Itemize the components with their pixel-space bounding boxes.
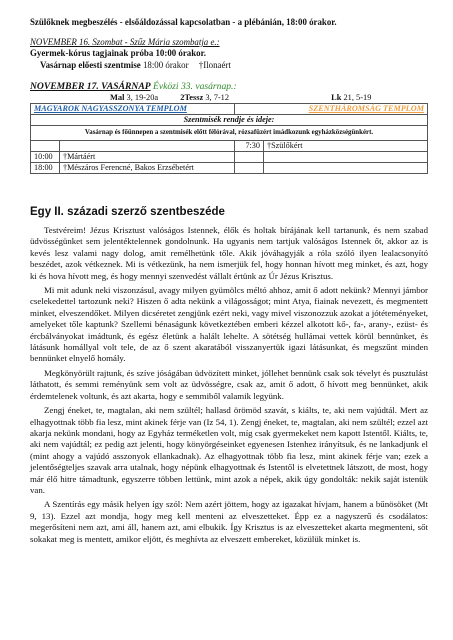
- church-left-name: MAGYAROK NAGYASSZONYA TEMPLOM: [31, 104, 235, 115]
- time-left: 10:00: [31, 152, 60, 163]
- table-row: [31, 163, 428, 174]
- article-paragraph: Megkönyörült rajtunk, és szíve jóságában üdvözített minket, jóllehet bennünk csak sok tévelyt és pusztulást láthatott, és semmi reményünk sem volt az üdvösségre, csak az, amit ő adott, ő hívott meg bennünket, akik érdemtelenek voltunk, és azt akarta, hogy e semmiből valamik legyünk.: [30, 367, 428, 401]
- rosary-note: Vasárnap és főünnepen a szentmisék előtt félórával, rózsafüzért imádkozunk egyházközségünkért.: [31, 126, 428, 141]
- article-body: [30, 225, 428, 548]
- time-right: [235, 163, 264, 174]
- church-right-name: SZENTHÁROMSÁG TEMPLOM: [235, 104, 428, 115]
- nov17-date: NOVEMBER 17. VASÁRNAP: [30, 81, 151, 92]
- reading-first-ref: 3, 19-20a: [126, 93, 159, 102]
- reading-first-label: Mal: [110, 93, 125, 102]
- time-left: 18:00: [31, 163, 60, 174]
- mass-order-title: Szentmisék rendje és ideje:: [31, 115, 428, 126]
- article-paragraph: Mi mit adunk neki viszonzásul, avagy milyen gyümölcs méltó ahhoz, amit ő adott nekünk? Mennyi jámbor cselekedettel tartozunk neki? Hiszen ő adta nekünk a világosságot; mint Atya, fiainak nevezett, és megmentett minket, elveszendőket. Milyen dicséretet zengjünk ezért neki, vagy mivel viszonozzuk azokat a jótéteményeket, amelyeket tőle kaptunk? Szellemi bénaságunk következtében emberi kézzel alkotott kő-, fa-, arany-, ezüst- és ércbálványokat imádtunk, és egész életünk a halált lehelte. A sötétség hullámai vettek körül bennünket, és látásunk homállyal volt tele, de az ő szent akaratából visszanyertük igazi látásunkat, és megszűnt minden bennünket elnyelő homály.: [30, 285, 428, 364]
- time-left: [31, 141, 60, 152]
- reading-gospel-label: Lk: [331, 93, 342, 102]
- choir-rehearsal: Gyermek-kórus tagjainak próba 10:00 órakor.: [30, 48, 206, 58]
- time-right: [235, 152, 264, 163]
- intention-left: †Mártáért: [60, 152, 235, 163]
- readings-line: [110, 93, 371, 102]
- article-paragraph: Testvéreim! Jézus Krisztust valóságos Istennek, élők és holtak bírájának kell tartanunk, és nem szabad üdvösségünket sem jelentéktelennek gondolnunk. Ha ugyanis nem tartjuk valóságos Istennek őt, akkor az is kevés lesz valami nagy dolog, amit remélhetünk tőle. Akik jóváhagyják a róla szóló ilyen lealacsonyító beszédet, azok vétkeznek. Mi is vétkezünk, ha nem ismerjük fel, hogy honnan hívott meg minket, és azt, hogy ki és hova hívott meg, és hogy mennyi szenvedést vállalt értünk az Úr Jézus Krisztus.: [30, 225, 428, 281]
- vigil-mass-line: [40, 60, 231, 70]
- vigil-time: 18:00 órakor: [142, 60, 189, 70]
- vigil-intention: †Ilonaért: [198, 60, 231, 70]
- table-row: [31, 152, 428, 163]
- rosary-note-row: [31, 126, 428, 141]
- church-header-row: [31, 104, 428, 115]
- time-right: 7:30: [235, 141, 264, 152]
- article-paragraph: Zengj éneket, te, magtalan, aki nem szültél; hallasd örömöd szavát, s kiálts, te, aki nem vajúdtál. Mert az elhagyottnak több fia lesz, mint akinek férje van (Iz 54, 1). Zengj éneket, te, magtalan, aki nem szültél; ezzel azt akarja nekünk mondani, hogy az Egyház terméketlen volt, míg csak gyermekeket nem kapott Istentől. Kiálts, te, aki nem vajúdtál; ez pedig azt jelenti, hogy könyörgéseinket egyenesen Istenhez irányítsuk, és ne lankadjunk el (mint ahogy a vajúdó asszonyok ellankadnak). Az elhagyottnak több fia lesz, mint akinek férje van; ezek a jelentőségteljes szavak arra utalnak, hogy népünk elhagyottnak és Istentől is elvetettnek látszott, de most, hogy már élő hitre támadtunk, egyszerre többen lettünk, mint azok a népek, akik úgy gondolták: nekik saját istenük van.: [30, 405, 428, 495]
- article-paragraph: A Szentírás egy másik helyen így szól: Nem azért jöttem, hogy az igazakat hívjam, hanem a bűnösöket (Mt 9, 13). Ezzel azt mondja, hogy meg kell menteni az elveszetteket. Épp ez a nagyszerű és csodálatos: megerősíteni nem azt, ami áll, hanem azt, ami elbukik. Így Krisztus is az elveszetteket akarta megmenteni, sőt sokakat meg is mentett, amikor eljött, és meghívta az elveszett embereket, közülük minket is.: [30, 499, 428, 544]
- nov17-sunday: Évközi 33. vasárnap.:: [152, 81, 237, 92]
- nov16-heading: NOVEMBER 16. Szombat - Szűz Mária szombatja e.:: [30, 37, 220, 47]
- article-title: Egy II. századi szerző szentbeszéde: [30, 206, 225, 218]
- reading-second-label: 2Tessz: [180, 93, 204, 102]
- reading-second-ref: 3, 7-12: [205, 93, 230, 102]
- mass-schedule-table: [30, 103, 428, 174]
- parents-meeting-notice: Szülőknek megbeszélés - elsőáldozással kapcsolatban - a plébánián, 18:00 órakor.: [30, 17, 337, 27]
- table-row: [31, 141, 428, 152]
- intention-right: †Szülőkért: [264, 141, 428, 152]
- nov17-heading: [30, 81, 237, 92]
- intention-right: [264, 163, 428, 174]
- vigil-label: Vasárnap előesti szentmise: [40, 60, 141, 70]
- intention-left: †Mészáros Ferencné, Bakos Erzsébetért: [60, 163, 235, 174]
- intention-left: [60, 141, 235, 152]
- intention-right: [264, 152, 428, 163]
- reading-gospel-ref: 21, 5-19: [343, 93, 372, 102]
- order-title-row: [31, 115, 428, 126]
